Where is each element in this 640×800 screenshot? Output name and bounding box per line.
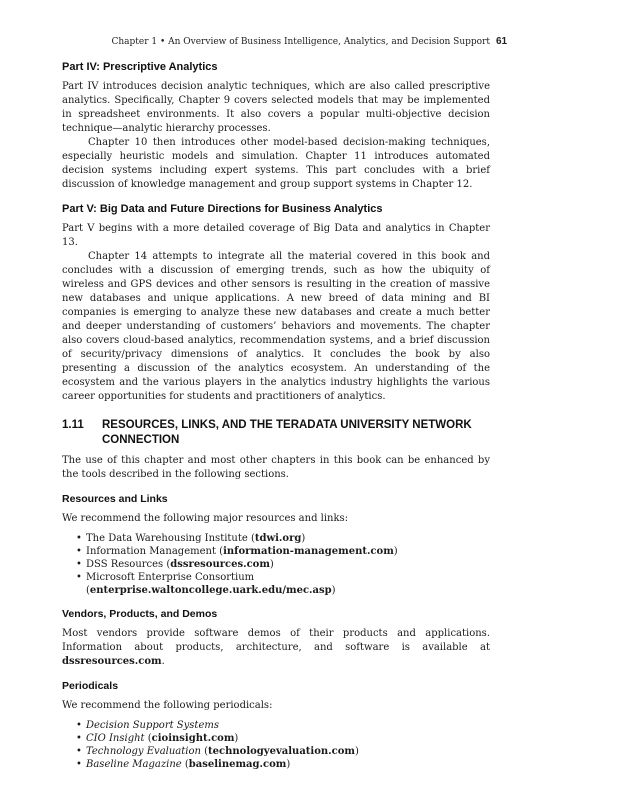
list-item [76, 532, 490, 545]
list-bullet: • [76, 559, 82, 570]
list-bullet: • [76, 733, 82, 744]
vendors-end: . [161, 656, 165, 667]
section-heading [62, 418, 490, 448]
part-v-paragraph-2: Chapter 14 attempts to integrate all the material covered in this book and concludes with a discussion of emerging trends, such as how the ubiquity of wireless and GPS devices and other sensors is resulting in the creation of massive new databases and unique applications. A new breed of data mining and BI companies is emerging to analyze these new databases and create a much better and deeper understanding of customers’ behaviors and movements. The chapter also covers cloud-based analytics, recommendation systems, and a brief discussion of security/privacy dimensions of analytics. It concludes the book by also presenting a discussion of the analytics ecosystem. An understanding of the ecosystem and the various players in the analytics industry highlights the various career opportunities for students and practitioners of analytics. [62, 251, 490, 402]
item-paren-close: ) [393, 546, 398, 557]
item-paren-close: ) [286, 759, 291, 770]
item-name: The Data Warehousing Institute [86, 533, 248, 544]
part-iv-paragraph-2: Chapter 10 then introduces other model-based decision-making techniques, especially heuristic models and simulation. Chapter 11 introduces automated decision systems including expert systems. This part concludes with a brief discussion of knowledge management and group support systems in Chapter 12. [62, 137, 490, 190]
list-item [76, 745, 490, 758]
item-name: Decision Support Systems [86, 720, 219, 731]
list-item [76, 732, 490, 745]
item-paren-open: ( [163, 559, 171, 570]
resources-list [62, 532, 490, 597]
section-title: RESOURCES, LINKS, AND THE TERADATA UNIVERSITY NETWORK CONNECTION [102, 419, 472, 446]
item-paren-open: ( [215, 546, 224, 557]
item-paren-open: ( [200, 746, 209, 757]
item-site: tdwi.org [254, 533, 302, 544]
item-site: baselinemag.com [188, 759, 287, 770]
periodicals-intro: We recommend the following periodicals: [62, 700, 273, 711]
list-bullet: • [76, 546, 82, 557]
running-title: Chapter 1 • An Overview of Business Intelligence, Analytics, and Decision Support [111, 37, 490, 47]
item-site: technologyevaluation.com [208, 746, 355, 757]
item-name: Technology Evaluation [86, 746, 201, 757]
periodicals-heading: Periodicals [62, 680, 119, 692]
page-number: 61 [496, 36, 508, 47]
item-site: cioinsight.com [151, 733, 235, 744]
item-name: CIO Insight [86, 733, 145, 744]
item-paren-close: ) [354, 746, 359, 757]
item-name: Baseline Magazine [86, 759, 182, 770]
resources-intro: We recommend the following major resources and links: [62, 513, 349, 524]
item-paren-open: ( [247, 533, 255, 544]
item-site: enterprise.waltoncollege.uark.edu/mec.asp [89, 585, 332, 596]
part-v-paragraph-1: Part V begins with a more detailed coverage of Big Data and analytics in Chapter 13. [62, 223, 490, 248]
list-item [76, 571, 490, 597]
part-v-heading: Part V: Big Data and Future Directions for Business Analytics [62, 203, 383, 215]
item-site: information-management.com [223, 546, 394, 557]
list-bullet: • [76, 572, 82, 583]
list-bullet: • [76, 720, 82, 731]
item-name: Information Management [86, 546, 216, 557]
periodicals-list [62, 719, 490, 771]
item-paren-open: ( [86, 585, 90, 596]
list-item [76, 558, 490, 571]
vendors-heading: Vendors, Products, and Demos [62, 608, 218, 620]
item-name: DSS Resources [86, 559, 164, 570]
section-number: 1.11 [62, 419, 84, 431]
item-paren-close: ) [301, 533, 306, 544]
item-site: dssresources.com [170, 559, 270, 570]
list-item [76, 758, 490, 771]
resources-heading: Resources and Links [62, 493, 168, 505]
section-intro: The use of this chapter and most other chapters in this book can be enhanced by the tools described in the following sections. [62, 455, 490, 480]
item-name: Microsoft Enterprise Consortium [86, 572, 255, 583]
list-bullet: • [76, 759, 82, 770]
item-paren-close: ) [269, 559, 274, 570]
list-item [76, 545, 490, 558]
list-bullet: • [76, 533, 82, 544]
vendors-site: dssresources.com [62, 656, 162, 667]
vendors-paragraph [62, 627, 490, 669]
page-content [62, 60, 490, 771]
item-paren-close: ) [234, 733, 239, 744]
running-header [62, 36, 508, 48]
list-item [76, 719, 490, 732]
item-paren-close: ) [331, 585, 336, 596]
list-bullet: • [76, 746, 82, 757]
part-iv-paragraph-1: Part IV introduces decision analytic techniques, which are also called prescriptive analytics. Specifically, Chapter 9 covers selected models that may be implemented in spreadsheet environments. It also covers a popular multi-objective decision technique—analytic hierarchy processes. [62, 81, 490, 134]
item-paren-open: ( [181, 759, 189, 770]
part-iv-heading: Part IV: Prescriptive Analytics [62, 61, 218, 73]
vendors-text: Most vendors provide software demos of their products and applications. Information about products, architecture, and software is available at [62, 628, 490, 653]
item-paren-open: ( [144, 733, 152, 744]
